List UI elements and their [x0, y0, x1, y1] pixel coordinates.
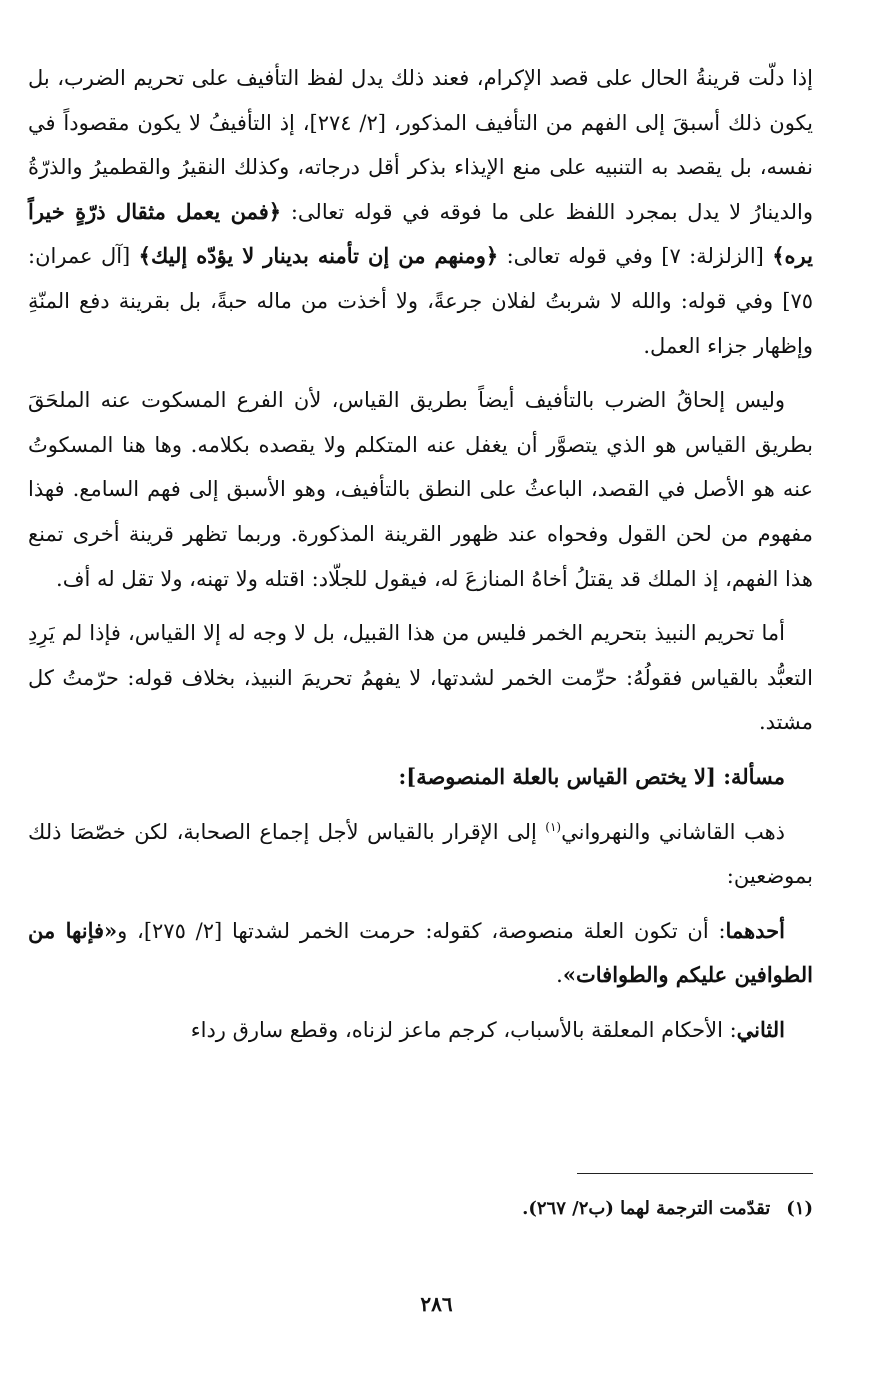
paragraph-1-mid: [الزلزلة: ٧] وفي قوله تعالى: [498, 244, 773, 269]
paragraph-2: وليس إلحاقُ الضرب بالتأفيف أيضاً بطريق القياس، لأن الفرع المسكوت عنه الملحَقَ بطريق القياس هو الذي يتصوَّر أن يغفل عنه المتكلم ولا يقصده بكلامه. وها هنا المسكوتُ عنه هو الأصل في القصد، الباعثُ على النطق بالتأفيف، وهو الأسبق إلى فهم السامع. فهذا مفهوم من لحن القول وفحواه عند ظهور القرينة المذكورة. وربما تظهر قرينة أخرى تمنع هذا الفهم، إذ الملك قد يقتلُ أخاهُ المنازعَ له، فيقول للجلّاد: اقتله ولا تهنه، ولا تقل له أف. [28, 388, 813, 591]
paragraph-4-text-b: إلى الإقرار بالقياس لأجل إجماع الصحابة، لكن خصّصَا ذلك بموضعين: [28, 819, 813, 889]
quran-quote-al-imran: ﴿ومنهم من إن تأمنه بدينار لا يؤدّه إليك﴾ [138, 243, 499, 269]
footnote-divider [577, 1173, 813, 1174]
paragraph-6-text: : الأحكام المعلقة بالأسباب، كرجم ماعز لزناه، وقطع سارق رداء [190, 1017, 737, 1042]
section-heading: مسألة: [لا يختص القياس بالعلة المنصوصة]: [398, 763, 785, 789]
paragraph-4 [28, 810, 813, 899]
footnote-number: (١) [786, 1198, 813, 1219]
paragraph-4-text-a: ذهب القاشاني والنهرواني [561, 819, 785, 844]
paragraph-5-end: . [556, 963, 563, 988]
page-number: ٢٨٦ [420, 1292, 453, 1316]
paragraph-1-text: إذا دلّت قرينةُ الحال على قصد الإكرام، فعند ذلك يدل لفظ التأفيف على تحريم الضرب، بل يكون ذلك أسبقَ إلى الفهم من التأفيف المذكور، [٢/ ٢٧٤]، إذ التأفيفُ لا يكون مقصوداً في نفسه، بل يقصد به التنبيه على منع الإيذاء بذكر أقل درجاته، وكذلك النقيرُ والقطميرُ والذرّةُ والدينارُ لا يدل بمجرد اللفظ على ما فوقه في قوله تعالى: [28, 66, 814, 224]
paragraph-5-text: : أن تكون العلة منصوصة، كقوله: حرمت الخمر لشدتها [٢/ ٢٧٥]، و [117, 918, 726, 943]
footnote-text: تقدّمت الترجمة لهما (ب٢/ ٢٦٧). [522, 1198, 771, 1219]
paragraph-1-end: [آل عمران: ٧٥] وفي قوله: والله لا شربتُ لفلان جرعةً، ولا أخذت من ماله حبةً، بل بقرينة دفع المنّةِ وإظهار جزاء العمل. [28, 244, 813, 358]
paragraph-6 [28, 1008, 813, 1053]
hadith-quote: «فإنها من الطوافين عليكم والطوافات» [28, 917, 813, 988]
quran-quote-zalzala: ﴿فمن يعمل مثقال ذرّةٍ خيراً يره﴾ [28, 198, 813, 269]
paragraph-1 [28, 56, 813, 368]
paragraph-3: أما تحريم النبيذ بتحريم الخمر فليس من هذا القبيل، بل لا وجه له إلا القياس، فإذا لم يَرِدِ التعبُّد بالقياس فقولُهُ: حرِّمت الخمر لشدتها، لا يفهمُ تحريمَ النبيذ، بخلاف قوله: حرّمتُ كل مشتد. [28, 621, 813, 735]
paragraph-5 [28, 909, 813, 998]
footnote-reference: (١) [545, 819, 562, 834]
page-body [28, 56, 813, 1062]
second-point-label: الثاني [736, 1016, 785, 1042]
first-point-label: أحدهما [725, 917, 785, 943]
footnote [28, 1194, 813, 1224]
